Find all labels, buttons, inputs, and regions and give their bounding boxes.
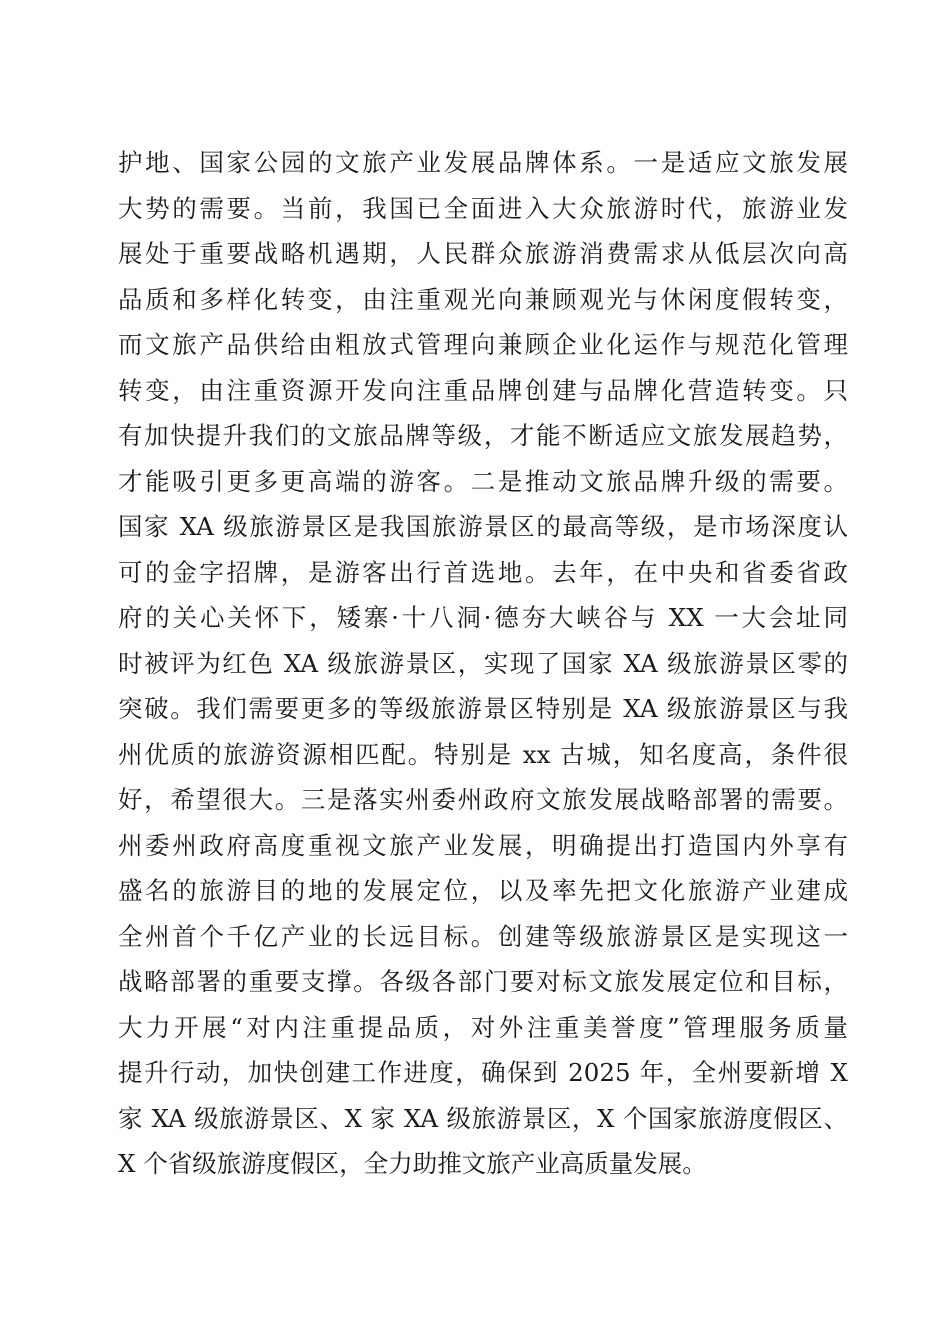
text-line: 而文旅产品供给由粗放式管理向兼顾企业化运作与规范化管理 — [118, 330, 848, 359]
text-line: 突破。我们需要更多的等级旅游景区特别是 XA 级旅游景区与我 — [118, 694, 848, 723]
text-line: 转变，由注重资源开发向注重品牌创建与品牌化营造转变。只 — [118, 375, 848, 405]
text-line: 展处于重要战略机遇期，人民群众旅游消费需求从低层次向高 — [118, 239, 848, 268]
text-line: 战略部署的重要支撑。各级各部门要对标文旅发展定位和目标， — [118, 967, 848, 996]
text-line: 大势的需要。当前，我国已全面进入大众旅游时代，旅游业发 — [118, 193, 848, 223]
text-line: 全州首个千亿产业的长远目标。创建等级旅游景区是实现这一 — [118, 921, 848, 951]
text-line: 才能吸引更多更高端的游客。二是推动文旅品牌升级的需要。 — [118, 466, 848, 496]
text-line: 品质和多样化转变，由注重观光向兼顾观光与休闲度假转变， — [118, 284, 848, 314]
text-line: 国家 XA 级旅游景区是我国旅游景区的最高等级，是市场深度认 — [118, 512, 848, 541]
text-line: X 个省级旅游度假区，全力助推文旅产业高质量发展。 — [118, 1149, 707, 1178]
text-line: 提升行动，加快创建工作进度，确保到 2025 年，全州要新增 X — [118, 1058, 848, 1087]
text-line: 盛名的旅游目的地的发展定位，以及率先把文化旅游产业建成 — [118, 876, 848, 905]
text-line: 好，希望很大。三是落实州委州政府文旅发展战略部署的需要。 — [118, 785, 848, 814]
text-line: 时被评为红色 XA 级旅游景区，实现了国家 XA 级旅游景区零的 — [118, 648, 848, 678]
text-line: 州委州政府高度重视文旅产业发展，明确提出打造国内外享有 — [118, 830, 848, 860]
text-line: 护地、国家公园的文旅产业发展品牌体系。一是适应文旅发展 — [118, 148, 848, 177]
body-paragraph — [118, 145, 848, 1192]
text-line: 有加快提升我们的文旅品牌等级，才能不断适应文旅发展趋势， — [118, 421, 848, 450]
text-line: 府的关心关怀下，矮寨·十八洞·德夯大峡谷与 XX 一大会址同 — [118, 603, 848, 632]
text-line: 家 XA 级旅游景区、X 家 XA 级旅游景区，X 个国家旅游度假区、 — [118, 1103, 848, 1133]
text-line: 可的金字招牌，是游客出行首选地。去年，在中央和省委省政 — [118, 557, 848, 587]
text-line: 州优质的旅游资源相匹配。特别是 xx 古城，知名度高，条件很 — [118, 739, 848, 769]
text-line: 大力开展“对内注重提品质，对外注重美誉度”管理服务质量 — [118, 1012, 848, 1042]
